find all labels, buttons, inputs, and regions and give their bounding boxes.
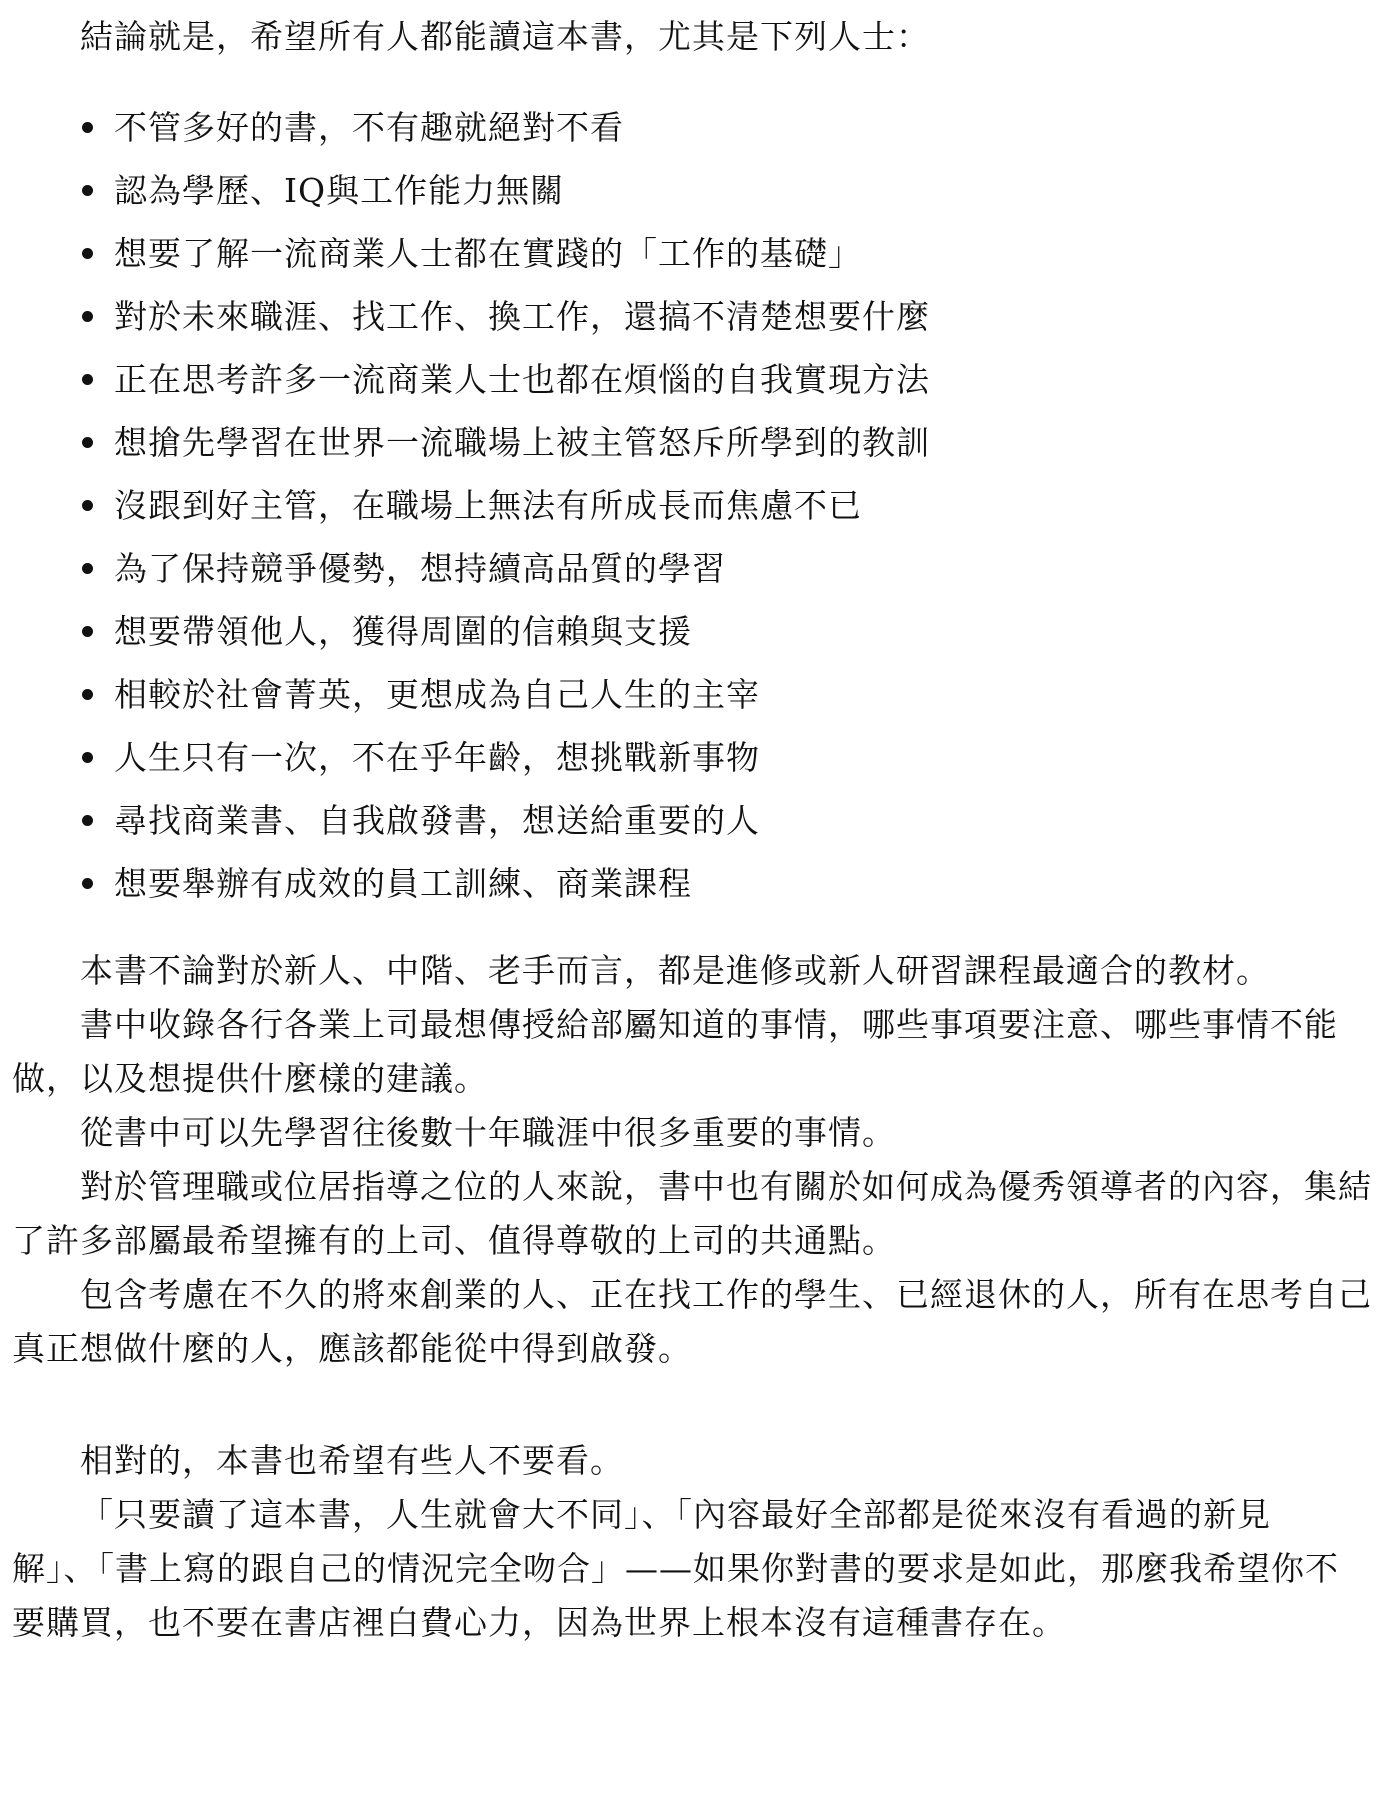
bullet-text: 對於未來職涯、找工作、換工作，還搞不清楚想要什麼 bbox=[114, 296, 930, 336]
bullet-list bbox=[80, 96, 930, 915]
paragraph-line: 從書中可以先學習往後數十年職涯中很多重要的事情。 bbox=[80, 1113, 896, 1152]
bullet-item bbox=[80, 96, 930, 159]
bullet-dot-icon bbox=[82, 185, 93, 196]
bullet-dot-icon bbox=[82, 248, 93, 259]
bullet-dot-icon bbox=[82, 500, 93, 511]
paragraph-line: 相對的，本書也希望有些人不要看。 bbox=[80, 1441, 624, 1480]
paragraph bbox=[12, 1268, 1380, 1376]
paragraph-line: 對於管理職或位居指導之位的人來說，書中也有關於如何成為優秀領導者的內容，集結 bbox=[80, 1167, 1372, 1206]
bullet-dot-icon bbox=[82, 311, 93, 322]
bullet-text: 認為學歷、IQ與工作能力無關 bbox=[114, 170, 565, 210]
paragraph bbox=[12, 998, 1380, 1106]
paragraph bbox=[12, 1160, 1380, 1268]
bullet-text: 沒跟到好主管，在職場上無法有所成長而焦慮不已 bbox=[114, 485, 862, 525]
intro-sentence: 結論就是，希望所有人都能讀這本書，尤其是下列人士： bbox=[80, 17, 930, 56]
bullet-text: 想要了解一流商業人士都在實踐的「工作的基礎」 bbox=[114, 233, 862, 273]
bullet-dot-icon bbox=[82, 878, 93, 889]
paragraph-line: 要購買，也不要在書店裡白費心力，因為世界上根本沒有這種書存在。 bbox=[12, 1603, 1066, 1642]
bullet-text: 想要帶領他人，獲得周圍的信賴與支援 bbox=[114, 611, 692, 651]
bullet-item bbox=[80, 474, 930, 537]
bullet-dot-icon bbox=[82, 626, 93, 637]
paragraph bbox=[12, 1488, 1380, 1650]
bullet-text: 正在思考許多一流商業人士也都在煩惱的自我實現方法 bbox=[114, 359, 930, 399]
bullet-item bbox=[80, 600, 930, 663]
paragraph-line: 做，以及想提供什麼樣的建議。 bbox=[12, 1059, 488, 1098]
bullet-item bbox=[80, 789, 930, 852]
paragraph-line: 「只要讀了這本書，人生就會大不同」、「內容最好全部都是從來沒有看過的新見 bbox=[80, 1495, 1271, 1534]
bullet-item bbox=[80, 348, 930, 411]
bullet-item bbox=[80, 726, 930, 789]
bullet-dot-icon bbox=[82, 689, 93, 700]
paragraph-line: 本書不論對於新人、中階、老手而言，都是進修或新人研習課程最適合的教材。 bbox=[80, 951, 1270, 990]
bullet-item bbox=[80, 663, 930, 726]
bullet-item bbox=[80, 285, 930, 348]
bullet-dot-icon bbox=[82, 752, 93, 763]
bullet-item bbox=[80, 852, 930, 915]
bullet-text: 尋找商業書、自我啟發書，想送給重要的人 bbox=[114, 800, 760, 840]
bullet-text: 想要舉辦有成效的員工訓練、商業課程 bbox=[114, 863, 692, 903]
bullet-dot-icon bbox=[82, 563, 93, 574]
paragraph-line: 了許多部屬最希望擁有的上司、值得尊敬的上司的共通點。 bbox=[12, 1221, 896, 1260]
paragraph bbox=[12, 1106, 1380, 1160]
bullet-item bbox=[80, 537, 930, 600]
bullet-text: 人生只有一次，不在乎年齡，想挑戰新事物 bbox=[114, 737, 760, 777]
paragraph bbox=[12, 1434, 1380, 1488]
paragraph-line: 解」、「書上寫的跟自己的情況完全吻合」——如果你對書的要求是如此，那麼我希望你不 bbox=[12, 1549, 1339, 1588]
bullet-dot-icon bbox=[82, 374, 93, 385]
bullet-text: 相較於社會菁英，更想成為自己人生的主宰 bbox=[114, 674, 760, 714]
paragraph bbox=[12, 944, 1380, 998]
bullet-dot-icon bbox=[82, 815, 93, 826]
bullet-dot-icon bbox=[82, 437, 93, 448]
paragraph-line: 真正想做什麼的人，應該都能從中得到啟發。 bbox=[12, 1329, 692, 1368]
bullet-item bbox=[80, 159, 930, 222]
paragraph-line: 包含考慮在不久的將來創業的人、正在找工作的學生、已經退休的人，所有在思考自己 bbox=[80, 1275, 1372, 1314]
bullet-item bbox=[80, 222, 930, 285]
bullet-text: 不管多好的書，不有趣就絕對不看 bbox=[114, 107, 624, 147]
bullet-dot-icon bbox=[82, 122, 93, 133]
bullet-text: 想搶先學習在世界一流職場上被主管怒斥所學到的教訓 bbox=[114, 422, 930, 462]
bullet-item bbox=[80, 411, 930, 474]
paragraph-line: 書中收錄各行各業上司最想傳授給部屬知道的事情，哪些事項要注意、哪些事情不能 bbox=[80, 1005, 1338, 1044]
bullet-text: 為了保持競爭優勢，想持續高品質的學習 bbox=[114, 548, 726, 588]
